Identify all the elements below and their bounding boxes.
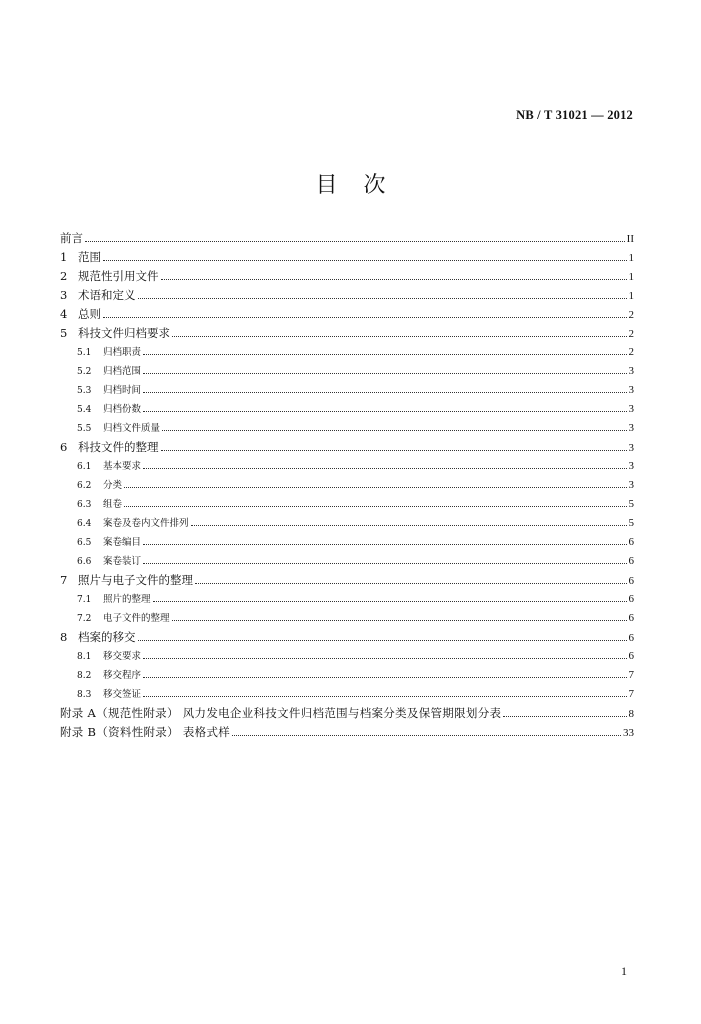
toc-entry-number: 2	[60, 269, 68, 283]
toc-entry[interactable]	[60, 704, 634, 723]
toc-dot-leader	[143, 544, 626, 545]
toc-entry-number: 5.2	[77, 367, 92, 377]
toc-entry-number: 6.1	[77, 462, 92, 472]
toc-entry-page: 33	[623, 727, 634, 739]
toc-dot-leader	[503, 716, 626, 717]
toc-dot-leader	[232, 735, 621, 736]
toc-dot-leader	[153, 601, 627, 602]
toc-entry-page: 2	[628, 309, 634, 321]
toc-entry[interactable]	[60, 723, 634, 742]
toc-dot-leader	[143, 677, 626, 678]
toc-dot-leader	[143, 696, 626, 697]
toc-entry-page: 8	[628, 708, 634, 720]
toc-entry-number: 3	[60, 288, 68, 302]
toc-entry-label: 电子文件的整理	[103, 613, 170, 624]
toc-dot-leader	[191, 525, 627, 526]
toc-dot-leader	[161, 279, 627, 280]
toc-entry-number: 8.2	[77, 671, 92, 681]
toc-entry-label: 归档范围	[103, 366, 142, 377]
toc-entry-page: 6	[628, 536, 634, 548]
toc-dot-leader	[172, 620, 627, 621]
standard-code: NB / T 31021 — 2012	[516, 108, 633, 122]
toc-entry-page: 6	[628, 575, 634, 587]
toc-dot-leader	[143, 563, 626, 564]
table-of-contents	[60, 229, 634, 742]
toc-entry-page: 1	[628, 271, 634, 283]
toc-entry-number: 7.1	[77, 595, 92, 605]
toc-dot-leader	[161, 450, 627, 451]
toc-entry-label: 附录 B（资料性附录） 表格式样	[60, 725, 231, 739]
toc-entry[interactable]	[60, 647, 634, 666]
page-title: 目次	[315, 173, 412, 198]
toc-entry-page: 7	[628, 669, 634, 681]
toc-dot-leader	[103, 260, 627, 261]
toc-entry-page: 1	[628, 252, 634, 264]
toc-entry-label: 案卷装订	[103, 556, 142, 567]
toc-entry[interactable]	[60, 609, 634, 628]
toc-entry-page: 6	[628, 593, 634, 605]
toc-entry[interactable]	[60, 343, 634, 362]
toc-entry-number: 7.2	[77, 614, 92, 624]
toc-dot-leader	[103, 317, 627, 318]
toc-entry-label: 前言	[60, 231, 83, 245]
toc-dot-leader	[124, 506, 626, 507]
toc-entry[interactable]	[60, 552, 634, 571]
toc-entry[interactable]	[60, 229, 634, 248]
toc-entry-page: 2	[628, 346, 634, 358]
toc-entry-label: 移交程序	[103, 670, 142, 681]
toc-entry-page: 3	[628, 384, 634, 396]
toc-entry-number: 4	[60, 307, 68, 321]
toc-dot-leader	[124, 487, 626, 488]
toc-entry-number: 5.1	[77, 348, 92, 358]
toc-entry[interactable]	[60, 438, 634, 457]
toc-entry-label: 归档份数	[103, 404, 142, 415]
toc-entry-label: 规范性引用文件	[78, 269, 159, 283]
toc-entry-page: 3	[628, 422, 634, 434]
toc-entry-label: 移交签证	[103, 689, 142, 700]
toc-entry-label: 基本要求	[103, 461, 142, 472]
toc-entry[interactable]	[60, 457, 634, 476]
toc-entry-label: 案卷及卷内文件排列	[103, 518, 189, 529]
toc-entry[interactable]	[60, 400, 634, 419]
toc-entry-number: 6.5	[77, 538, 92, 548]
toc-entry-number: 6.4	[77, 519, 92, 529]
toc-entry-number: 5	[60, 326, 68, 340]
toc-dot-leader	[143, 392, 626, 393]
toc-entry-number: 6	[60, 440, 68, 454]
toc-dot-leader	[85, 241, 625, 242]
toc-entry-label: 档案的移交	[78, 630, 136, 644]
toc-entry-label: 归档文件质量	[103, 423, 161, 434]
toc-entry[interactable]	[60, 267, 634, 286]
toc-entry-label: 归档时间	[103, 385, 142, 396]
toc-entry[interactable]	[60, 476, 634, 495]
toc-entry-page: 2	[628, 328, 634, 340]
toc-entry-number: 8	[60, 630, 68, 644]
toc-entry[interactable]	[60, 324, 634, 343]
toc-entry[interactable]	[60, 248, 634, 267]
toc-entry[interactable]	[60, 533, 634, 552]
toc-entry-label: 照片与电子文件的整理	[78, 573, 193, 587]
toc-entry-number: 6.3	[77, 500, 92, 510]
toc-dot-leader	[143, 658, 626, 659]
toc-dot-leader	[138, 298, 627, 299]
toc-entry-label: 科技文件归档要求	[78, 326, 170, 340]
toc-entry-label: 移交要求	[103, 651, 142, 662]
toc-entry-label: 附录 A（规范性附录） 风力发电企业科技文件归档范围与档案分类及保管期限划分表	[60, 706, 502, 720]
toc-entry[interactable]	[60, 362, 634, 381]
toc-entry-number: 5.3	[77, 386, 92, 396]
toc-entry-label: 分类	[103, 480, 123, 491]
toc-entry[interactable]	[60, 305, 634, 324]
toc-entry-label: 组卷	[103, 499, 123, 510]
toc-entry[interactable]	[60, 419, 634, 438]
toc-entry-page: 3	[628, 479, 634, 491]
toc-entry-page: 6	[628, 650, 634, 662]
toc-entry-page: 3	[628, 460, 634, 472]
toc-entry-label: 术语和定义	[78, 288, 136, 302]
toc-entry[interactable]	[60, 685, 634, 704]
toc-entry[interactable]	[60, 495, 634, 514]
toc-entry-page: 1	[628, 290, 634, 302]
toc-entry-number: 8.3	[77, 690, 92, 700]
toc-entry[interactable]	[60, 514, 634, 533]
toc-entry-label: 案卷编目	[103, 537, 142, 548]
page-number: 1	[621, 964, 627, 978]
toc-entry-number: 7	[60, 573, 68, 587]
toc-entry-label: 照片的整理	[103, 594, 151, 605]
toc-dot-leader	[138, 640, 627, 641]
toc-entry-page: 3	[628, 442, 634, 454]
toc-entry[interactable]	[60, 590, 634, 609]
toc-entry-number: 5.5	[77, 424, 92, 434]
toc-dot-leader	[143, 468, 626, 469]
toc-entry[interactable]	[60, 286, 634, 305]
toc-entry-label: 总则	[78, 307, 101, 321]
toc-entry-page: 5	[628, 517, 634, 529]
toc-entry-page: II	[626, 233, 634, 245]
toc-dot-leader	[143, 373, 626, 374]
toc-entry-page: 5	[628, 498, 634, 510]
toc-entry-number: 5.4	[77, 405, 92, 415]
toc-entry[interactable]	[60, 381, 634, 400]
toc-entry-number: 6.2	[77, 481, 92, 491]
toc-entry-page: 6	[628, 632, 634, 644]
toc-entry-page: 7	[628, 688, 634, 700]
toc-entry[interactable]	[60, 628, 634, 647]
toc-entry-number: 1	[60, 250, 68, 264]
toc-entry-page: 6	[628, 555, 634, 567]
toc-entry-page: 3	[628, 403, 634, 415]
toc-dot-leader	[172, 336, 627, 337]
toc-entry-label: 科技文件的整理	[78, 440, 159, 454]
toc-dot-leader	[195, 583, 627, 584]
toc-dot-leader	[143, 411, 626, 412]
toc-entry-number: 6.6	[77, 557, 92, 567]
toc-entry-page: 3	[628, 365, 634, 377]
toc-entry[interactable]	[60, 571, 634, 590]
toc-entry-number: 8.1	[77, 652, 92, 662]
toc-entry-label: 范围	[78, 250, 101, 264]
toc-entry-page: 6	[628, 612, 634, 624]
toc-entry-label: 归档职责	[103, 347, 142, 358]
toc-entry[interactable]	[60, 666, 634, 685]
toc-dot-leader	[162, 430, 626, 431]
toc-dot-leader	[143, 354, 626, 355]
